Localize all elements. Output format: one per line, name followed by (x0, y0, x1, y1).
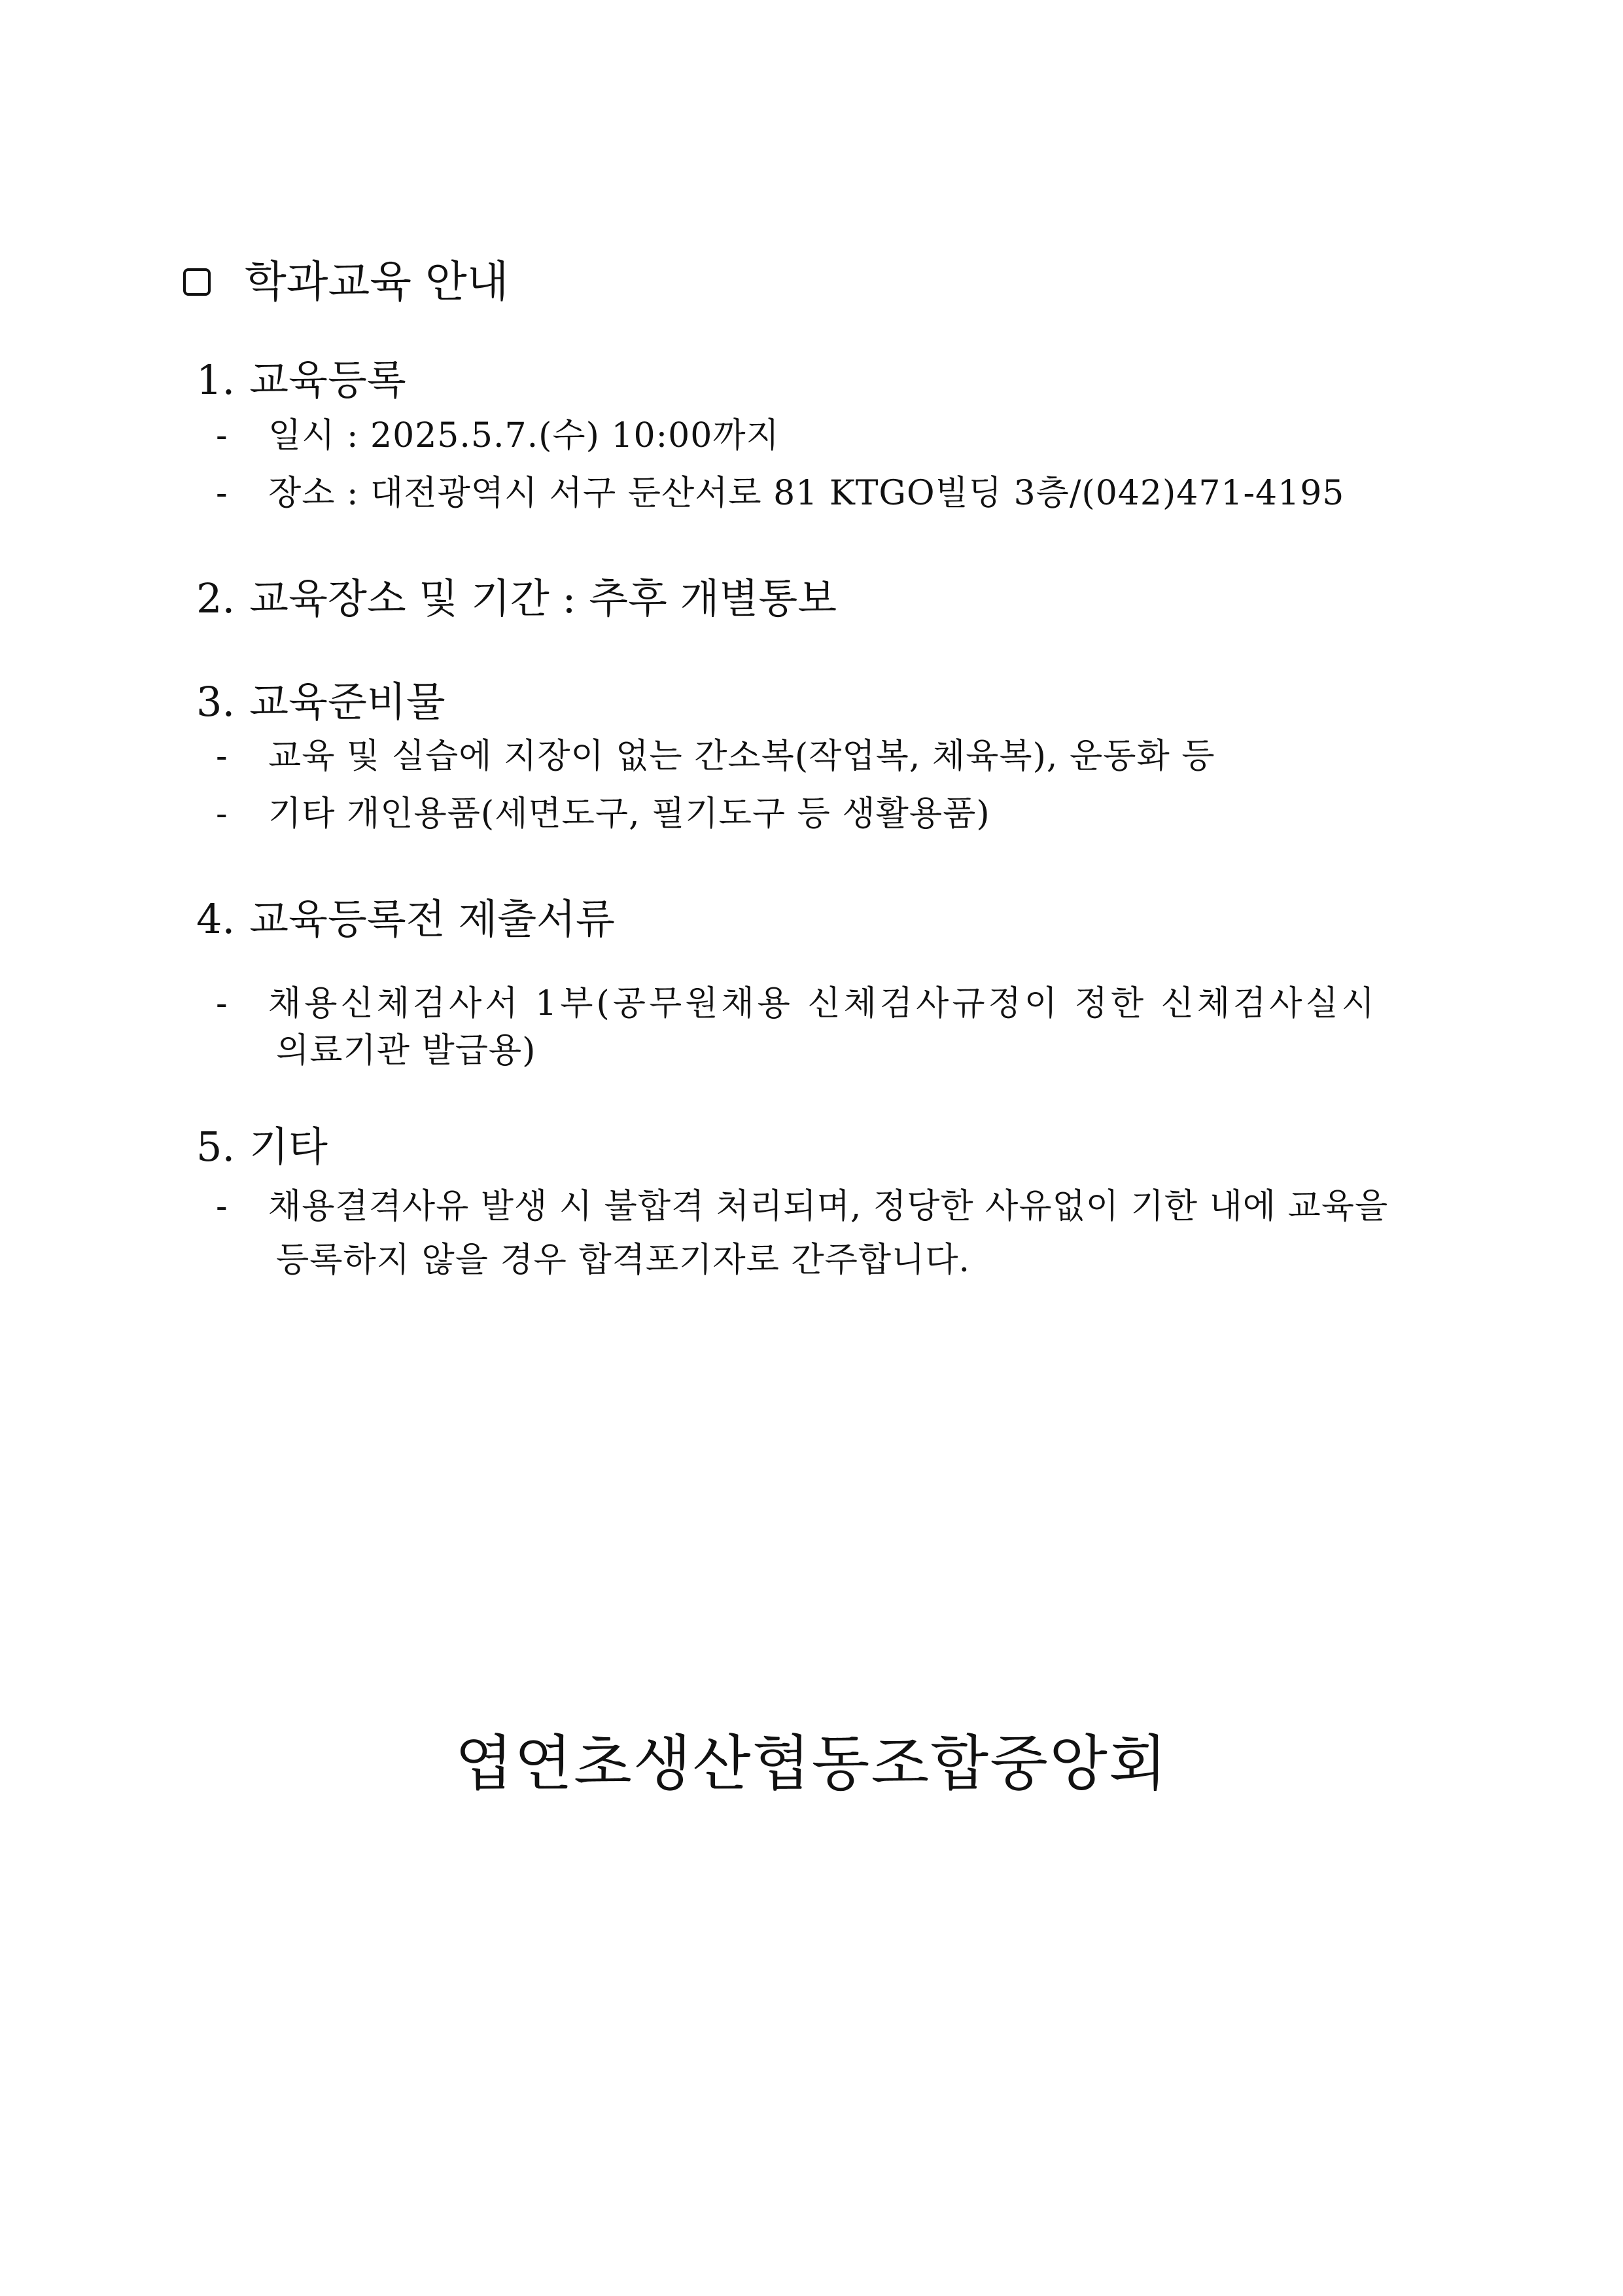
section-4-item-1-continuation (276, 1031, 536, 1070)
item-text-continuation: 의료기관 발급용) (276, 1031, 536, 1070)
list-dash: - (216, 474, 228, 513)
section-1-title (196, 356, 406, 404)
organization-name: 엽연초생산협동조합중앙회 (455, 1729, 1168, 1799)
section-title-text: 교육장소 및 기간 : 추후 개별통보 (249, 574, 837, 622)
item-text-continuation: 등록하지 않을 경우 합격포기자로 간주합니다. (276, 1241, 971, 1280)
section-1-item-1 (216, 416, 780, 455)
section-3-item-2 (216, 794, 990, 834)
list-dash: - (216, 737, 228, 776)
list-dash: - (216, 416, 228, 455)
section-5-item-1 (216, 1187, 1389, 1226)
list-dash: - (216, 794, 228, 834)
section-2-title (196, 574, 837, 622)
section-4-title (196, 895, 615, 943)
section-number: 5. (196, 1123, 236, 1171)
section-title-text: 교육준비물 (249, 678, 445, 726)
item-text: 기타 개인용품(세면도구, 필기도구 등 생활용품) (268, 794, 990, 834)
main-heading-text: 학과교육 안내 (245, 256, 509, 307)
section-number: 4. (196, 895, 236, 943)
section-number: 2. (196, 574, 236, 622)
section-5-title (196, 1123, 328, 1171)
item-text: 교육 및 실습에 지장이 없는 간소복(작업복, 체육복), 운동화 등 (268, 737, 1215, 776)
section-5-item-1-continuation (276, 1241, 971, 1280)
section-3-item-1 (216, 737, 1215, 776)
checkbox-square-icon (183, 268, 211, 296)
section-title-text: 교육등록 (249, 356, 406, 404)
section-number: 3. (196, 678, 236, 726)
section-1-item-2 (216, 474, 1345, 513)
section-title-text: 기타 (249, 1123, 328, 1171)
list-dash: - (216, 984, 231, 1023)
item-text: 채용신체검사서 1부(공무원채용 신체검사규정이 정한 신체검사실시 (268, 984, 1378, 1023)
item-text: 채용결격사유 발생 시 불합격 처리되며, 정당한 사유없이 기한 내에 교육을 (268, 1187, 1389, 1226)
item-text: 일시 : 2025.5.7.(수) 10:00까지 (268, 416, 780, 455)
list-dash: - (216, 1187, 228, 1226)
item-text: 장소 : 대전광역시 서구 둔산서로 81 KTGO빌딩 3층/(042)471-4195 (268, 474, 1345, 513)
section-4-item-1 (216, 984, 1378, 1023)
main-heading (183, 256, 509, 307)
section-3-title (196, 678, 445, 726)
section-number: 1. (196, 356, 236, 404)
section-title-text: 교육등록전 제출서류 (249, 895, 615, 943)
